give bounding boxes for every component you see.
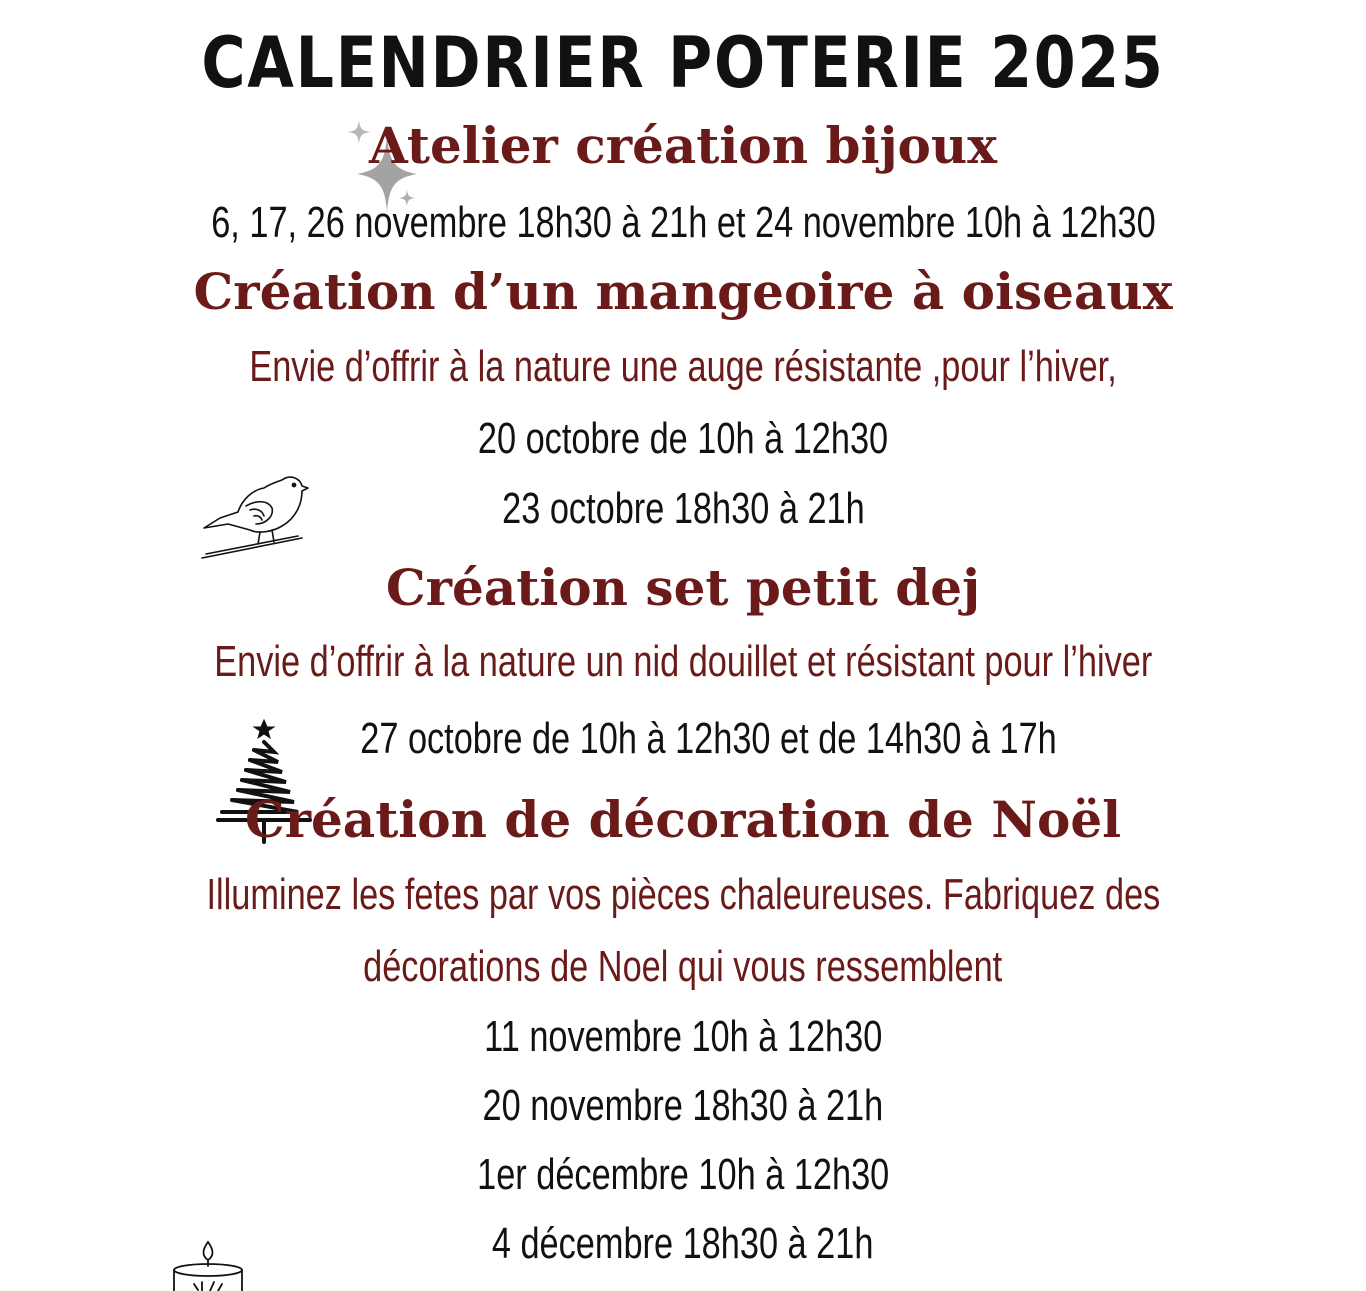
heading-decoration-noel: Création de décoration de Noël [244, 790, 1122, 849]
date-line: 23 octobre 18h30 à 21h [501, 484, 865, 533]
date-line: 11 novembre 10h à 12h30 [483, 1012, 883, 1061]
heading-mangeoire: Création d’un mangeoire à oiseaux [193, 262, 1173, 321]
bird-icon [198, 466, 310, 562]
heading-atelier-bijoux: Atelier création bijoux [368, 116, 998, 175]
date-line: 20 octobre de 10h à 12h30 [477, 414, 889, 463]
date-line: 6, 17, 26 novembre 18h30 à 21h et 24 novembre 10h à 12h30 [210, 198, 1156, 247]
description-noel-line-1: Illuminez les fetes par vos pièces chaleureuses. Fabriquez des [206, 870, 1160, 919]
candle-icon [170, 1240, 246, 1291]
date-line: 27 octobre de 10h à 12h30 et de 14h30 à 17h [359, 714, 1057, 763]
heading-set-petit-dej: Création set petit dej [385, 558, 981, 617]
description-set-petit-dej: Envie d’offrir à la nature un nid douillet et résistant pour l’hiver [214, 637, 1152, 686]
page-title: CALENDRIER POTERIE 2025 [201, 22, 1165, 104]
description-mangeoire: Envie d’offrir à la nature une auge résistante ,pour l’hiver, [249, 342, 1117, 391]
date-line: 1er décembre 10h à 12h30 [476, 1150, 890, 1199]
date-line: 4 décembre 18h30 à 21h [492, 1219, 874, 1268]
description-noel-line-2: décorations de Noel qui vous ressemblent [363, 942, 1003, 991]
date-line: 20 novembre 18h30 à 21h [482, 1081, 884, 1130]
